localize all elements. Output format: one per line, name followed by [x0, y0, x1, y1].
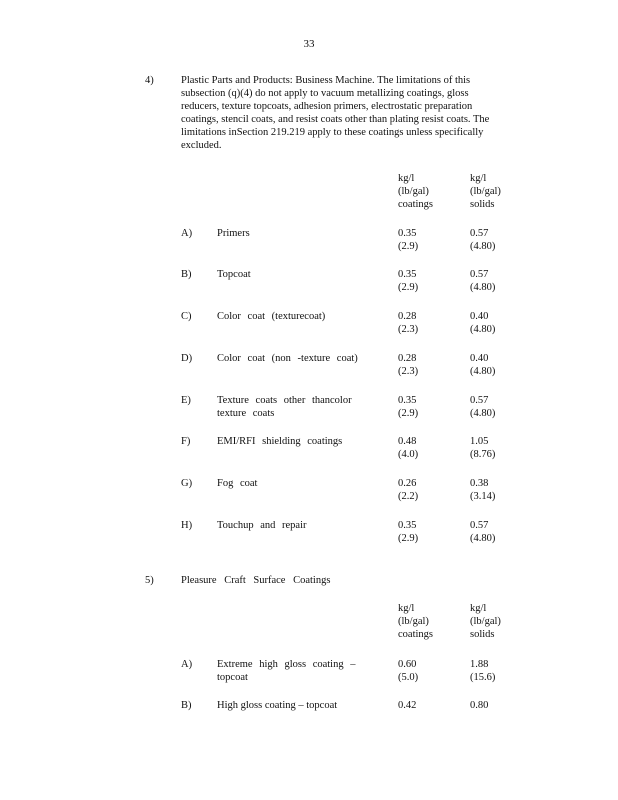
header-line: (lb/gal) [398, 186, 429, 197]
row-solids-value: 0.57 (4.80) [470, 520, 496, 544]
solids-column-header [470, 172, 530, 211]
row-letter: B) [181, 269, 192, 280]
coatings-column-header [398, 172, 458, 211]
section-4-number: 4) [145, 75, 154, 86]
row-solids-value: 0.57 (4.80) [470, 228, 496, 252]
row-coatings-value: 0.28 (2.3) [398, 311, 419, 335]
row-name: Color coat (texturecoat) [217, 311, 326, 322]
header-line: solids [470, 199, 495, 210]
row-letter: A) [181, 659, 193, 670]
row-coatings-value: 0.42 [398, 700, 417, 711]
header-line: kg/l [398, 603, 415, 614]
solids-column-header [470, 602, 530, 641]
row-letter: H) [181, 520, 193, 531]
row-letter: F) [181, 436, 191, 447]
intro-line: reducers, texture topcoats, adhesion primers, electrostatic preparation [181, 101, 473, 112]
header-line: (lb/gal) [470, 186, 501, 197]
header-line: coatings [398, 629, 433, 640]
intro-line: subsection (q)(4) do not apply to vacuum metallizing coatings, gloss [181, 88, 469, 99]
row-name: Extreme high gloss coating – topcoat [217, 659, 356, 683]
header-line: solids [470, 629, 495, 640]
row-coatings-value: 0.35 (2.9) [398, 228, 419, 252]
row-letter: A) [181, 228, 193, 239]
row-name: Fog coat [217, 478, 258, 489]
page-number: 33 [303, 38, 315, 50]
header-line: kg/l [470, 173, 487, 184]
section-4-intro [181, 74, 523, 152]
header-line: coatings [398, 199, 433, 210]
header-line: kg/l [398, 173, 415, 184]
row-solids-value: 0.40 (4.80) [470, 353, 496, 377]
row-coatings-value: 0.35 (2.9) [398, 520, 419, 544]
row-solids-value: 0.57 (4.80) [470, 395, 496, 419]
row-name: Color coat (non -texture coat) [217, 353, 358, 364]
row-coatings-value: 0.28 (2.3) [398, 353, 419, 377]
row-name: Texture coats other thancolor texture coats [217, 395, 352, 419]
row-name: EMI/RFI shielding coatings [217, 436, 343, 447]
row-name: High gloss coating – topcoat [217, 700, 338, 711]
header-line: (lb/gal) [470, 616, 501, 627]
coatings-column-header [398, 602, 458, 641]
row-coatings-value: 0.26 (2.2) [398, 478, 419, 502]
row-solids-value: 0.38 (3.14) [470, 478, 496, 502]
row-solids-value: 1.05 (8.76) [470, 436, 496, 460]
row-solids-value: 1.88 (15.6) [470, 659, 496, 683]
section-5-title: Pleasure Craft Surface Coatings [181, 575, 331, 586]
row-letter: D) [181, 353, 193, 364]
intro-line: coatings, stencil coats, and resist coats other than plating resist coats. The [181, 114, 490, 125]
row-letter: G) [181, 478, 193, 489]
row-coatings-value: 0.48 (4.0) [398, 436, 419, 460]
row-solids-value: 0.80 [470, 700, 489, 711]
row-coatings-value: 0.35 (2.9) [398, 269, 419, 293]
header-line: kg/l [470, 603, 487, 614]
row-name: Topcoat [217, 269, 251, 280]
row-coatings-value: 0.60 (5.0) [398, 659, 419, 683]
row-solids-value: 0.57 (4.80) [470, 269, 496, 293]
row-letter: B) [181, 700, 192, 711]
row-letter: C) [181, 311, 192, 322]
row-coatings-value: 0.35 (2.9) [398, 395, 419, 419]
row-name: Primers [217, 228, 250, 239]
intro-line: excluded. [181, 140, 222, 151]
header-line: (lb/gal) [398, 616, 429, 627]
row-name: Touchup and repair [217, 520, 307, 531]
intro-line: limitations inSection 219.219 apply to these coatings unless specifically [181, 127, 484, 138]
intro-line: Plastic Parts and Products: Business Machine. The limitations of this [181, 75, 471, 86]
section-5-number: 5) [145, 575, 154, 586]
row-solids-value: 0.40 (4.80) [470, 311, 496, 335]
row-letter: E) [181, 395, 191, 406]
